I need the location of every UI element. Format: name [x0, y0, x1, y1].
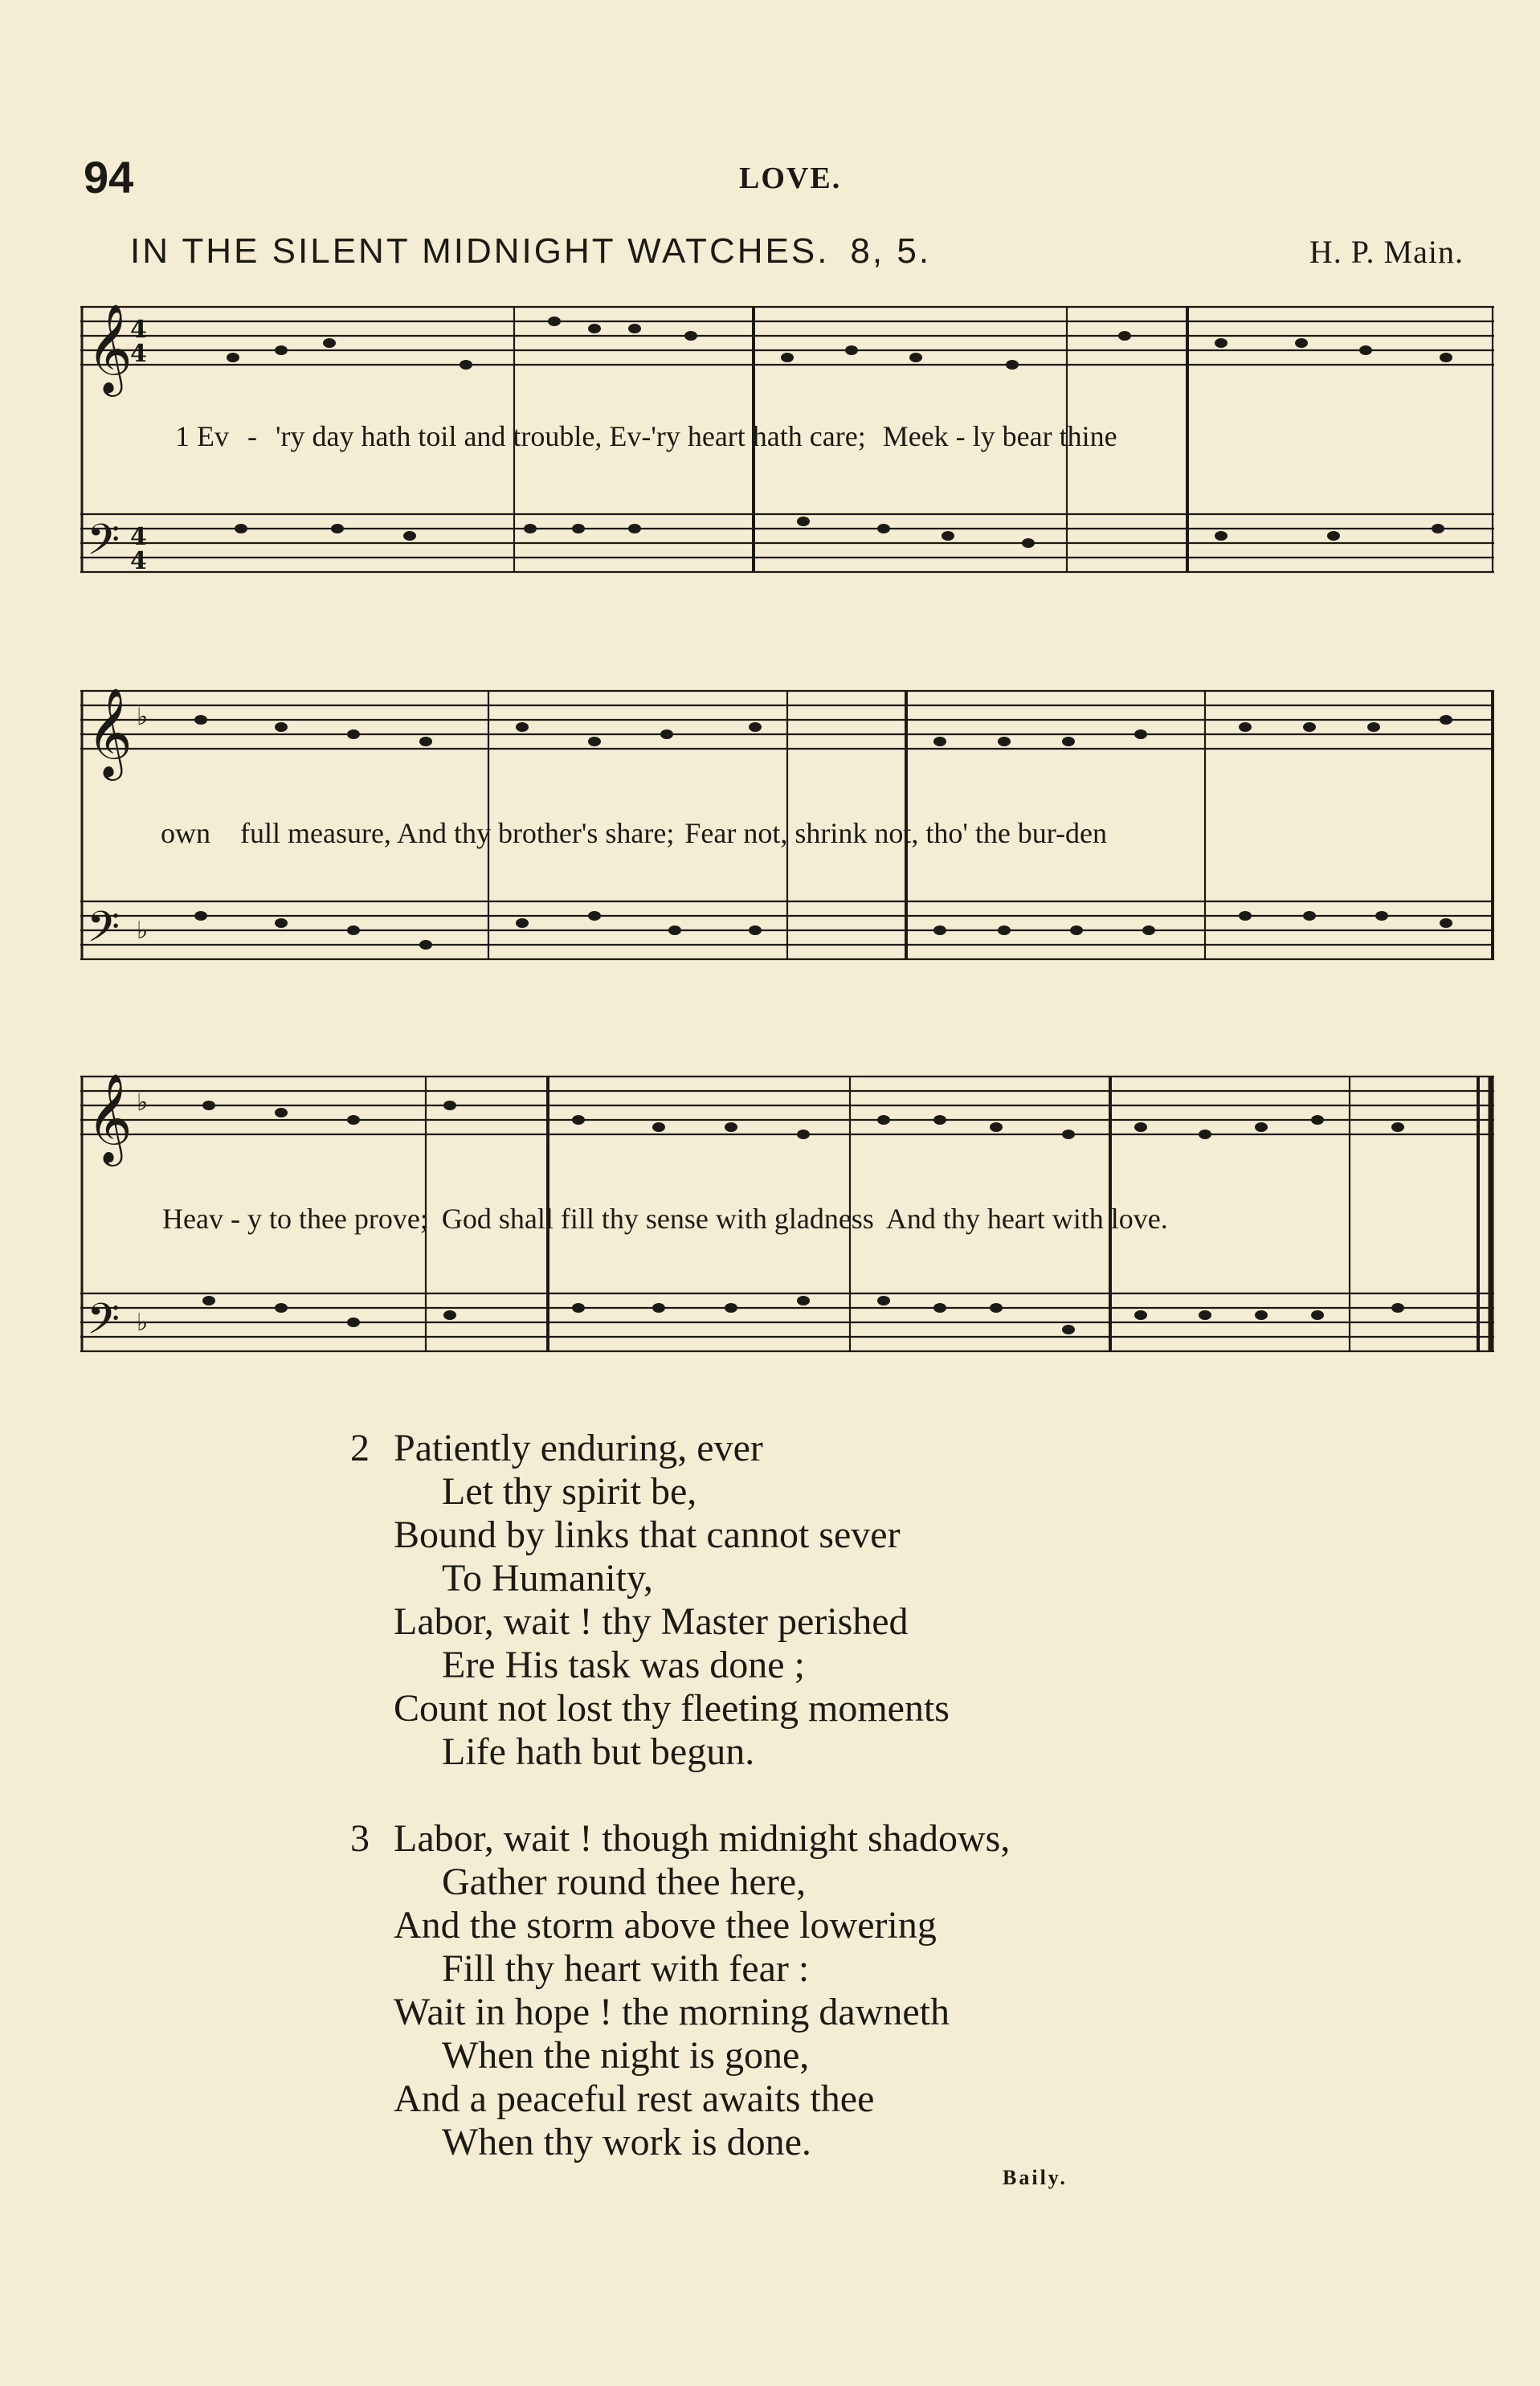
lyric-3-b: God shall fill thy sense with gladness: [441, 1203, 874, 1235]
svg-text:𝄢: 𝄢: [87, 903, 121, 962]
lyric-1-d: Meek - ly bear thine: [882, 420, 1117, 452]
hymn-composer: H. P. Main.: [1309, 234, 1464, 270]
verse-2-line-5: Labor, wait ! thy Master perished: [394, 1600, 909, 1643]
svg-text:4: 4: [130, 523, 147, 551]
lyric-1-b: -: [247, 420, 257, 452]
verse-2-line-7: Count not lost thy fleeting moments: [394, 1687, 950, 1730]
svg-text:𝄢: 𝄢: [87, 516, 121, 575]
verse-2: [350, 1427, 950, 1774]
verse-3-line-4: Fill thy heart with fear :: [442, 1947, 810, 1990]
svg-text:♭: ♭: [137, 1089, 149, 1117]
verse-3-line-6: When the night is gone,: [442, 2034, 810, 2077]
svg-text:4: 4: [130, 547, 147, 575]
lyric-line-2: [80, 816, 1502, 850]
verse-2-number: 2: [350, 1427, 370, 1469]
verse-3: [350, 1817, 1011, 2164]
svg-text:𝄞: 𝄞: [87, 303, 133, 393]
lyric-1-a: 1 Ev: [175, 420, 229, 452]
hymn-meter: 8, 5.: [850, 231, 932, 271]
verse-3-number: 3: [350, 1817, 370, 1860]
lyric-1-c: 'ry day hath toil and trouble, Ev-'ry heart hath care;: [276, 420, 866, 452]
text-author: Baily.: [1003, 2166, 1068, 2189]
verse-3-line-1: Labor, wait ! though midnight shadows,: [394, 1817, 1011, 1860]
verse-2-line-4: To Humanity,: [442, 1557, 653, 1600]
verse-2-line-8: Life hath but begun.: [442, 1730, 755, 1773]
svg-text:4: 4: [130, 340, 147, 368]
verse-2-line-6: Ere His task was done ;: [442, 1644, 805, 1686]
verse-3-line-2: Gather round thee here,: [442, 1861, 807, 1903]
lyric-2-a: own: [161, 817, 210, 849]
running-head: LOVE.: [739, 161, 842, 195]
verse-3-line-7: And a peaceful rest awaits thee: [394, 2078, 875, 2120]
svg-text:𝄞: 𝄞: [87, 687, 133, 777]
lyric-2-c: Fear not, shrink not, tho' the bur-den: [684, 817, 1108, 849]
svg-text:♭: ♭: [137, 917, 149, 945]
verse-3-line-3: And the storm above thee lowering: [394, 1904, 937, 1947]
lyric-line-1: [80, 419, 1502, 453]
svg-text:𝄢: 𝄢: [87, 1295, 121, 1354]
lyric-2-b: full measure, And thy brother's share;: [240, 817, 675, 849]
page-number: 94: [84, 152, 134, 202]
lyric-3-a: Heav - y to thee prove;: [162, 1203, 428, 1235]
svg-text:♭: ♭: [137, 1309, 149, 1337]
verse-2-line-3: Bound by links that cannot sever: [394, 1514, 901, 1556]
hymn-title: IN THE SILENT MIDNIGHT WATCHES.: [130, 231, 830, 271]
lyric-3-c: And thy heart with love.: [885, 1203, 1168, 1235]
verse-2-line-2: Let thy spirit be,: [442, 1470, 697, 1513]
verse-3-line-5: Wait in hope ! the morning dawneth: [394, 1991, 950, 2033]
svg-text:4: 4: [130, 316, 147, 344]
svg-text:𝄞: 𝄞: [87, 1072, 133, 1162]
verse-3-line-8: When thy work is done.: [442, 2121, 811, 2163]
lyric-line-3: [80, 1202, 1502, 1236]
hymn-title-line: [130, 231, 1464, 272]
verse-2-line-1: Patiently enduring, ever: [394, 1427, 763, 1469]
svg-text:♭: ♭: [137, 703, 149, 731]
